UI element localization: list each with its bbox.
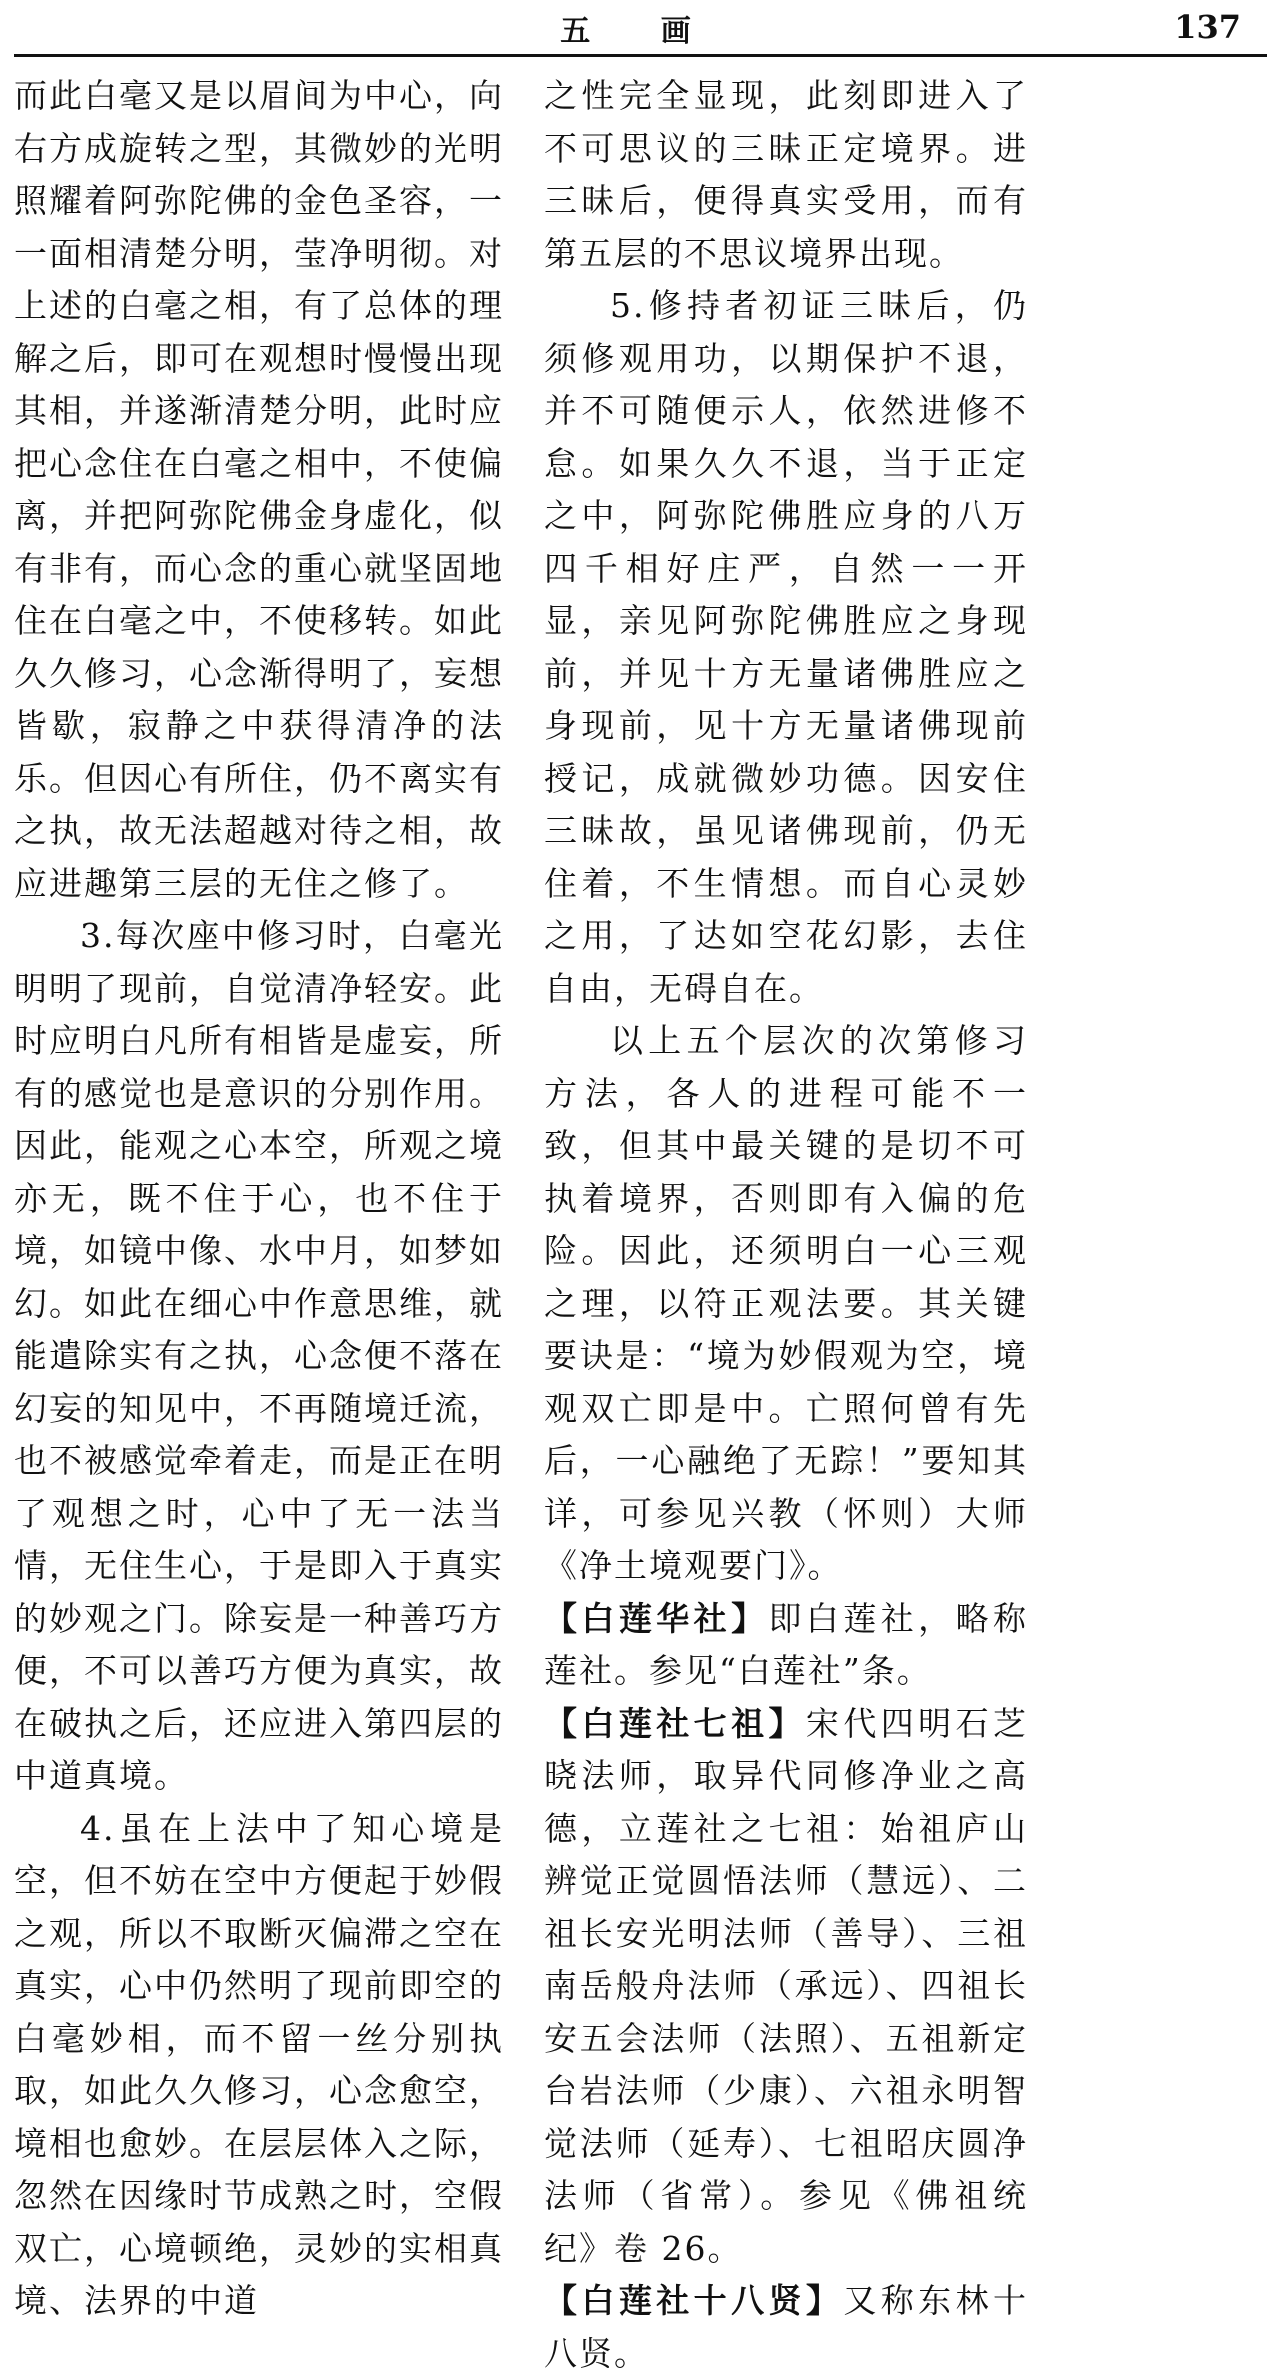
right-column — [544, 70, 1028, 2380]
header-rule — [14, 54, 1267, 57]
entry-bailianshe-shibaxian — [544, 2275, 1028, 2380]
paragraph-step-3: 3.每次座中修习时，白毫光明明了现前，自觉清净轻安。此时应明白凡所有相皆是虚妄，所有的感觉也是意识的分别作用。因此，能观之心本空，所观之境亦无，既不住于心，也不住于境，如镜中像、水中月，如梦如幻。如此在细心中作意思维，就能遣除实有之执，心念便不落在幻妄的知见中，不再随境迁流，也不被感觉牵着走，而是正在明了观想之时，心中了无一法当情，无住生心，于是即入于真实的妙观之门。除妄是一种善巧方便，不可以善巧方便为真实，故在破执之后，还应进入第四层的中道真境。 — [14, 916, 504, 1795]
left-column — [14, 70, 504, 2328]
paragraph-step-4: 4.虽在上法中了知心境是空，但不妨在空中方便起于妙假之观，所以不取断灭偏滞之空在真实，心中仍然明了现前即空的白毫妙相，而不留一丝分别执取，如此久久修习，心念愈空，境相也愈妙。在层层体入之际，忽然在因缘时节成熟之时，空假双亡，心境顿绝，灵妙的实相真境、法界的中道 — [14, 1808, 504, 2320]
section-title: 五 画 — [560, 14, 721, 49]
paragraph-continued: 而此白毫又是以眉间为中心，向右方成旋转之型，其微妙的光明照耀着阿弥陀佛的金色圣容，一一面相清楚分明，莹净明彻。对上述的白毫之相，有了总体的理解之后，即可在观想时慢慢出现其相，并遂渐清楚分明，此时应把心念住在白毫之相中，不使偏离，并把阿弥陀佛金身虚化，似有非有，而心念的重心就坚固地住在白毫之中，不使移转。如此久久修习，心念渐得明了，妄想皆歇，寂静之中获得清净的法乐。但因心有所住，仍不离实有之执，故无法超越对待之相，故应进趣第三层的无住之修了。 — [14, 76, 504, 903]
entry-definition: 即白莲社，略称莲社。参见“白莲社”条。 — [544, 1598, 1029, 1690]
entry-definition: 宋代四明石芝晓法师，取异代同修净业之高德，立莲社之七祖：始祖庐山辨觉正觉圆悟法师（慧远）、二祖长安光明法师（善导）、三祖南岳般舟法师（承远）、四祖长安五会法师（法照）、五祖新定台岩法师（少康）、六祖永明智觉法师（延寿）、七祖昭庆圆净法师（省常）。参见《佛祖统纪》卷 26。 — [544, 1703, 1029, 2268]
entry-bailianshe-qizu — [544, 1698, 1028, 2276]
page-number: 137 — [1174, 8, 1241, 46]
entry-headword: 【白莲华社】 — [544, 1598, 769, 1638]
entry-headword: 【白莲社十八贤】 — [544, 2281, 844, 2320]
entry-headword: 【白莲社七祖】 — [544, 1703, 806, 1743]
entry-bailian-huashe — [544, 1593, 1028, 1698]
entry-definition: 又称东林十八贤。 — [544, 2281, 1029, 2373]
paragraph-summary: 以上五个层次的次第修习方法，各人的进程可能不一致，但其中最关键的是切不可执着境界，否则即有入偏的危险。因此，还须明白一心三观之理，以符正观法要。其关键要诀是：“境为妙假观为空，境观双亡即是中。亡照何曾有先后，一心融绝了无踪！”要知其详，可参见兴教（怀则）大师《净土境观要门》。 — [544, 1021, 1028, 1585]
page-header — [0, 0, 1281, 62]
paragraph-continued: 之性完全显现，此刻即进入了不可思议的三昧正定境界。进三昧后，便得真实受用，而有第五层的不思议境界出现。 — [544, 76, 1028, 273]
paragraph-step-5: 5.修持者初证三昧后，仍须修观用功，以期保护不退，并不可随便示人，依然进修不怠。如果久久不退，当于正定之中，阿弥陀佛胜应身的八万四千相好庄严，自然一一开显，亲见阿弥陀佛胜应之身现前，并见十方无量诸佛胜应之身现前，见十方无量诸佛现前授记，成就微妙功德。因安住三昧故，虽见诸佛现前，仍无住着，不生情想。而自心灵妙之用，了达如空花幻影，去住自由，无碍自在。 — [544, 286, 1028, 1008]
